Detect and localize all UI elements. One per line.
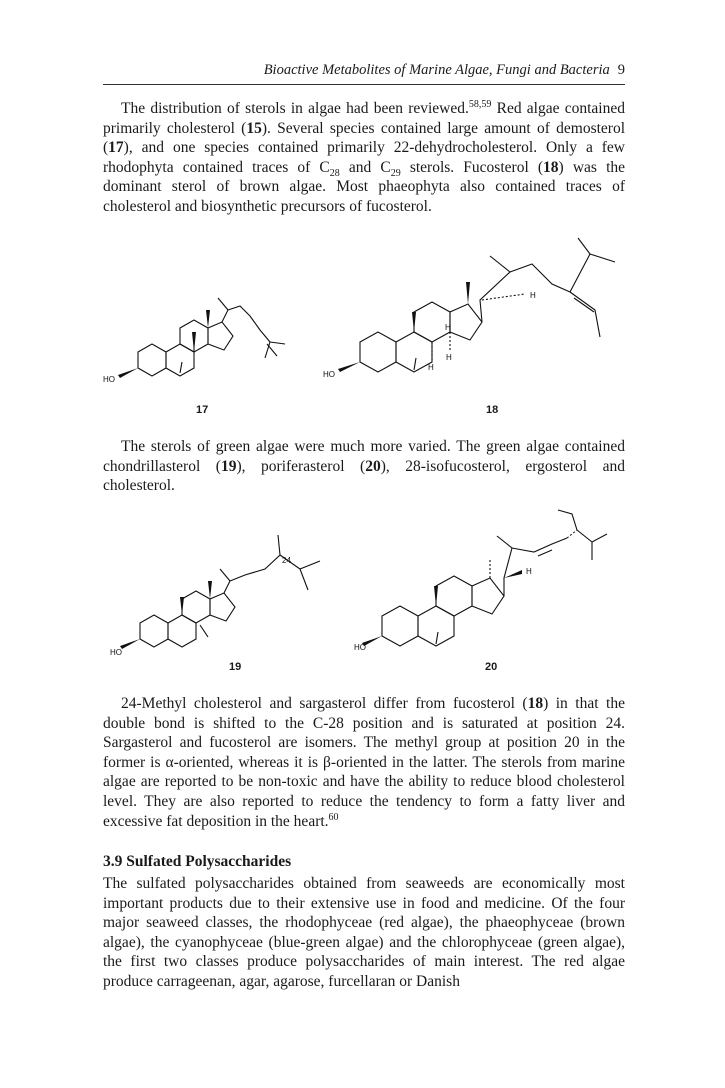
compound-ref: 20 — [365, 457, 381, 475]
h-label: H — [530, 291, 536, 300]
compound-ref: 18 — [527, 695, 544, 712]
structure-19-image — [110, 525, 330, 660]
structure-18-image — [320, 232, 630, 407]
ho-label: HO — [103, 375, 115, 384]
compound-ref: 18 — [543, 158, 559, 176]
h-label: H — [445, 323, 451, 332]
citation-ref: 58,59 — [468, 98, 492, 110]
h-label: H — [446, 353, 452, 362]
paragraph-sterol-distribution: The distribution of sterols in algae had been reviewed.$^{58,59}$ Red algae contained primarily cholesterol (15). Several species contained large amount of demosterol (17), and one species contained primarily 22-dehydrocholesterol. Only a few rhodophyta contained traces of $C_{28}$ and $C_{29}$ sterols. Fucosterol (18) was the dominant sterol of brown algae. Most phaeophyta also contained traces of cholesterol and biosynthetic precursors of fucosterol. — [103, 98, 626, 215]
ho-label: HO — [323, 370, 335, 379]
citation-ref: 60 — [328, 811, 339, 823]
running-title: Bioactive Metabolites of Marine Algae, Fungi and Bacteria — [263, 62, 610, 78]
ho-label: HO — [354, 643, 366, 652]
running-header — [103, 62, 625, 82]
structure-20-image — [352, 508, 632, 658]
structure-17-image — [100, 270, 310, 405]
h-label: H — [428, 363, 434, 372]
ho-label: HO — [110, 648, 122, 657]
compound-label-19: 19 — [229, 661, 242, 673]
h-label: H — [526, 567, 532, 576]
page-number: 9 — [617, 62, 625, 78]
paragraph-sulfated-polysaccharides: The sulfated polysaccharides obtained from seaweeds are economically most important products due to their extensive use in food and medicine. Of the four major seaweed classes, the rhodophyceae (red algae), the phaeophyceae (brown algae), the cyanophyceae (blue-green algae) and the chlorophyceae (green algae), the first two classes produce polysaccharides of main interest. The red algae produce carrageenan, agar, agarose, furcellaran or Danish — [103, 875, 625, 990]
compound-ref: 19 — [220, 457, 237, 475]
compound-label-20: 20 — [485, 661, 498, 673]
compound-label-18: 18 — [486, 404, 499, 416]
paragraph-sargasterol: 24-Methyl cholesterol and sargasterol differ from fucosterol (18) in that the double bond is shifted to the C-28 position and is saturated at position 24. Sargasterol and fucosterol are isomers. The methyl group at position 20 in the former is α-oriented, whereas it is β-oriented in the latter. The sterols from marine algae are reported to be non-toxic and have the ability to reduce blood cholesterol level. They are also reported to reduce the tendency to form a fatty liver and excessive fat deposition in the heart.$^{60}$ — [103, 695, 625, 830]
paragraph-green-algae: The sterols of green algae were much more varied. The green algae contained chondrillasterol (19), poriferasterol (20), 28-isofucosterol, ergosterol and cholesterol. — [103, 438, 625, 495]
compound-ref: 17 — [108, 139, 124, 157]
compound-ref: 15 — [246, 119, 262, 137]
position-24-label: 24 — [282, 556, 291, 565]
compound-label-17: 17 — [196, 404, 209, 416]
section-heading: 3.9 Sulfated Polysaccharides — [103, 853, 292, 870]
header-rule — [103, 84, 625, 85]
